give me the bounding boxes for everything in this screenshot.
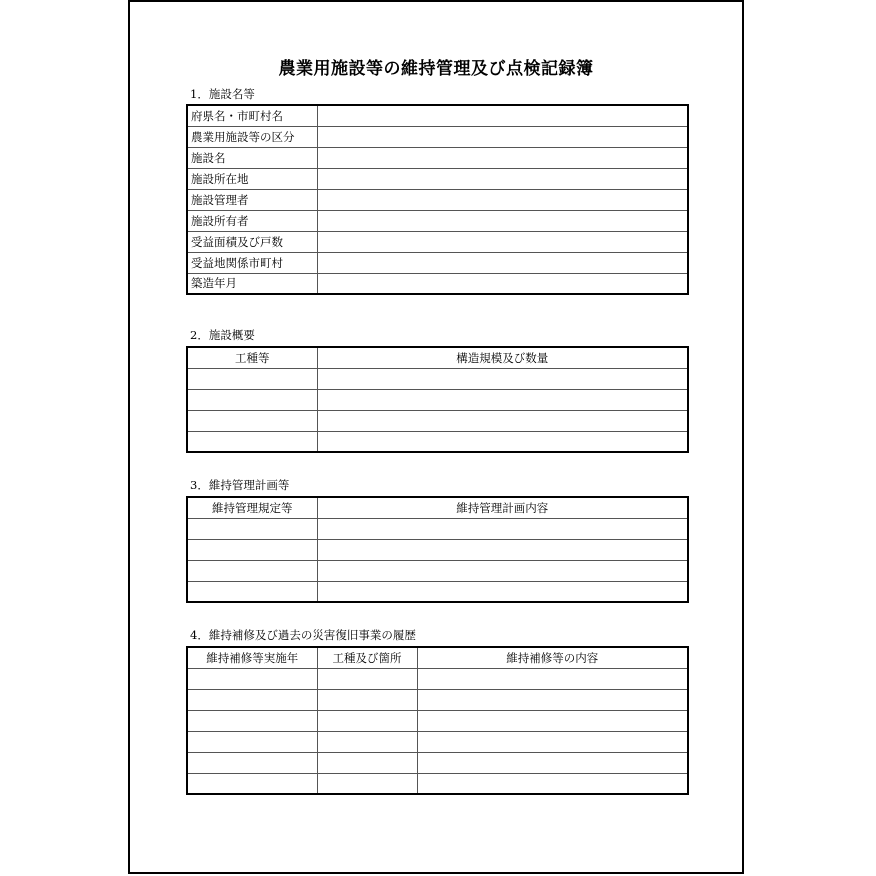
column-header: 維持管理計画内容 [317,497,688,518]
table-row [187,368,688,389]
row-label: 施設名 [187,147,317,168]
column-header: 維持管理規定等 [187,497,317,518]
table-cell[interactable] [187,710,317,731]
row-value[interactable] [317,147,688,168]
table-header-row [187,347,688,368]
row-label: 築造年月 [187,273,317,294]
table-cell[interactable] [417,668,688,689]
table-cell[interactable] [187,389,317,410]
column-header: 構造規模及び数量 [317,347,688,368]
table-cell[interactable] [317,368,688,389]
table-row [187,252,688,273]
row-value[interactable] [317,231,688,252]
table-cell[interactable] [187,431,317,452]
row-label: 施設所有者 [187,210,317,231]
facility-info-table [186,104,689,295]
table-row [187,431,688,452]
column-header: 工種等 [187,347,317,368]
section-4-heading: 4．維持補修及び過去の災害復旧事業の履歴 [190,628,416,642]
table-cell[interactable] [187,581,317,602]
table-row [187,105,688,126]
row-label: 農業用施設等の区分 [187,126,317,147]
table-cell[interactable] [317,752,417,773]
table-cell[interactable] [317,389,688,410]
table-row [187,410,688,431]
table-cell[interactable] [187,752,317,773]
table-cell[interactable] [317,731,417,752]
table-row [187,189,688,210]
table-cell[interactable] [317,581,688,602]
table-cell[interactable] [187,560,317,581]
table-header-row [187,647,688,668]
row-value[interactable] [317,168,688,189]
table-cell[interactable] [187,773,317,794]
table-row [187,126,688,147]
table-cell[interactable] [417,773,688,794]
table-header-row [187,497,688,518]
table-cell[interactable] [187,539,317,560]
table-cell[interactable] [317,410,688,431]
row-value[interactable] [317,126,688,147]
column-header: 維持補修等の内容 [417,647,688,668]
section-1-heading: 1．施設名等 [190,87,255,101]
table-row [187,668,688,689]
row-value[interactable] [317,189,688,210]
row-value[interactable] [317,105,688,126]
row-value[interactable] [317,252,688,273]
table-cell[interactable] [317,539,688,560]
table-cell[interactable] [187,518,317,539]
table-cell[interactable] [417,689,688,710]
column-header: 工種及び箇所 [317,647,417,668]
maintenance-plan-table [186,496,689,603]
document-title: 農業用施設等の維持管理及び点検記録簿 [278,59,594,79]
table-cell[interactable] [317,710,417,731]
table-row [187,752,688,773]
table-cell[interactable] [187,368,317,389]
table-row [187,689,688,710]
table-cell[interactable] [317,560,688,581]
table-row [187,773,688,794]
table-row [187,168,688,189]
section-2-heading: 2．施設概要 [190,328,255,342]
table-cell[interactable] [187,731,317,752]
table-row [187,147,688,168]
table-cell[interactable] [417,752,688,773]
table-row [187,273,688,294]
table-cell[interactable] [417,710,688,731]
table-row [187,539,688,560]
table-cell[interactable] [317,773,417,794]
table-cell[interactable] [187,689,317,710]
table-cell[interactable] [417,731,688,752]
table-cell[interactable] [317,668,417,689]
row-label: 受益面積及び戸数 [187,231,317,252]
row-label: 府県名・市町村名 [187,105,317,126]
table-row [187,560,688,581]
maintenance-history-table [186,646,689,795]
table-row [187,710,688,731]
table-cell[interactable] [317,689,417,710]
table-row [187,581,688,602]
table-cell[interactable] [317,431,688,452]
facility-overview-table [186,346,689,453]
row-label: 施設所在地 [187,168,317,189]
row-label: 受益地関係市町村 [187,252,317,273]
row-value[interactable] [317,210,688,231]
table-row [187,731,688,752]
row-value[interactable] [317,273,688,294]
row-label: 施設管理者 [187,189,317,210]
table-cell[interactable] [187,668,317,689]
table-row [187,231,688,252]
table-row [187,210,688,231]
column-header: 維持補修等実施年 [187,647,317,668]
table-cell[interactable] [187,410,317,431]
table-row [187,389,688,410]
section-3-heading: 3．維持管理計画等 [190,478,290,492]
table-cell[interactable] [317,518,688,539]
table-row [187,518,688,539]
